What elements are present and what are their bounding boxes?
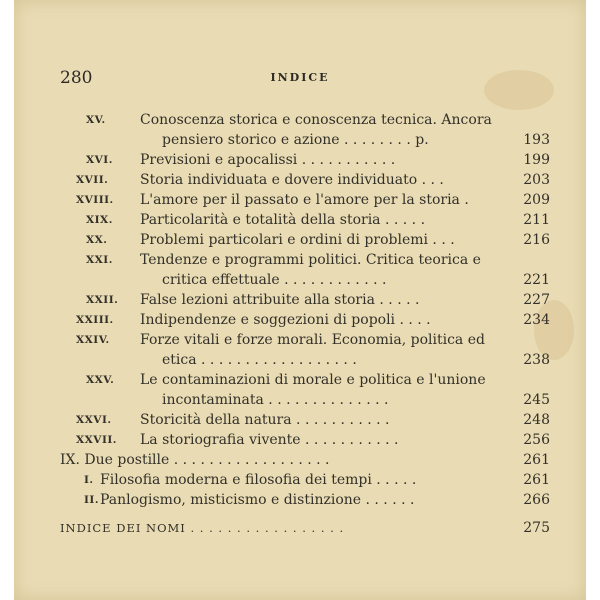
chapter-number: XXIV. <box>76 334 110 346</box>
toc-entry <box>14 518 586 538</box>
chapter-number: XV. <box>86 114 106 126</box>
page-ref: 256 <box>523 432 550 448</box>
toc-entry <box>14 430 586 450</box>
chapter-title: Conoscenza storica e conoscenza tecnica. Ancora <box>140 112 492 128</box>
page-ref: 248 <box>523 412 550 428</box>
toc-entry <box>14 350 586 370</box>
toc-entry <box>14 230 586 250</box>
chapter-title: Tendenze e programmi politici. Critica teorica e <box>140 252 481 268</box>
subsection-number: II. <box>84 494 99 506</box>
chapter-number: XVII. <box>76 174 109 186</box>
page-ref: 221 <box>523 272 550 288</box>
chapter-title: Indipendenze e soggezioni di popoli . . . . <box>140 312 431 328</box>
chapter-number: XIX. <box>86 214 113 226</box>
page-ref: 211 <box>523 212 550 228</box>
page-ref: 216 <box>523 232 550 248</box>
chapter-title: Previsioni e apocalissi . . . . . . . . . . . <box>140 152 396 168</box>
book-page <box>14 0 586 600</box>
toc-entry <box>14 470 586 490</box>
chapter-title-continued: etica . . . . . . . . . . . . . . . . . . <box>162 352 357 368</box>
chapter-title: Problemi particolari e ordini di problemi . . . <box>140 232 455 248</box>
subsection-title: Panlogismo, misticismo e distinzione . . . . . . <box>100 492 415 508</box>
chapter-title: L'amore per il passato e l'amore per la storia . <box>140 192 469 208</box>
chapter-title: Storicità della natura . . . . . . . . . . . <box>140 412 390 428</box>
toc-entry <box>14 150 586 170</box>
running-title: INDICE <box>270 71 330 84</box>
toc-entry <box>14 370 586 390</box>
toc-entry <box>14 390 586 410</box>
toc-entry <box>14 130 586 150</box>
page-ref: 199 <box>523 152 550 168</box>
chapter-title: Storia individuata e dovere individuato . . . <box>140 172 444 188</box>
chapter-number: XXI. <box>86 254 113 266</box>
page-ref: 209 <box>523 192 550 208</box>
toc-entry <box>14 190 586 210</box>
page-ref: 227 <box>523 292 550 308</box>
toc-entry <box>14 250 586 270</box>
section-title: IX. Due postille . . . . . . . . . . . . . . . . . . <box>60 452 330 468</box>
page-ref: 261 <box>523 472 550 488</box>
toc-entry <box>14 110 586 130</box>
page-ref: 275 <box>523 520 550 536</box>
chapter-title-continued: pensiero storico e azione . . . . . . . . p. <box>162 132 429 148</box>
toc-entry <box>14 310 586 330</box>
page-ref: 203 <box>523 172 550 188</box>
page-number: 280 <box>60 68 93 88</box>
toc-entry <box>14 410 586 430</box>
page-ref: 261 <box>523 452 550 468</box>
chapter-title: Particolarità e totalità della storia . . . . . <box>140 212 426 228</box>
chapter-number: XXV. <box>86 374 115 386</box>
page-ref: 193 <box>523 132 550 148</box>
table-of-contents <box>14 110 586 538</box>
toc-entry <box>14 490 586 510</box>
page-ref: 238 <box>523 352 550 368</box>
chapter-number: XVIII. <box>76 194 114 206</box>
chapter-number: XVI. <box>86 154 113 166</box>
chapter-title: False lezioni attribuite alla storia . . . . . <box>140 292 420 308</box>
toc-entry <box>14 210 586 230</box>
page-ref: 266 <box>523 492 550 508</box>
chapter-number: XXVI. <box>76 414 112 426</box>
toc-entry <box>14 330 586 350</box>
page-ref: 245 <box>523 392 550 408</box>
chapter-title: Le contaminazioni di morale e politica e l'unione <box>140 372 486 388</box>
chapter-number: XXVII. <box>76 434 117 446</box>
index-of-names-title: INDICE DEI NOMI . . . . . . . . . . . . . . . . . <box>60 521 345 535</box>
toc-entry <box>14 270 586 290</box>
subsection-number: I. <box>84 474 94 486</box>
chapter-title: La storiografia vivente . . . . . . . . . . . <box>140 432 399 448</box>
chapter-number: XXIII. <box>76 314 114 326</box>
chapter-title-continued: critica effettuale . . . . . . . . . . . . <box>162 272 387 288</box>
chapter-title-continued: incontaminata . . . . . . . . . . . . . . <box>162 392 389 408</box>
subsection-title: Filosofia moderna e filosofia dei tempi . . . . . <box>100 472 417 488</box>
chapter-number: XXII. <box>86 294 119 306</box>
toc-entry <box>14 170 586 190</box>
page-header <box>14 68 586 92</box>
toc-entry <box>14 290 586 310</box>
chapter-number: XX. <box>86 234 108 246</box>
toc-entry <box>14 450 586 470</box>
page-ref: 234 <box>523 312 550 328</box>
chapter-title: Forze vitali e forze morali. Economia, politica ed <box>140 332 485 348</box>
